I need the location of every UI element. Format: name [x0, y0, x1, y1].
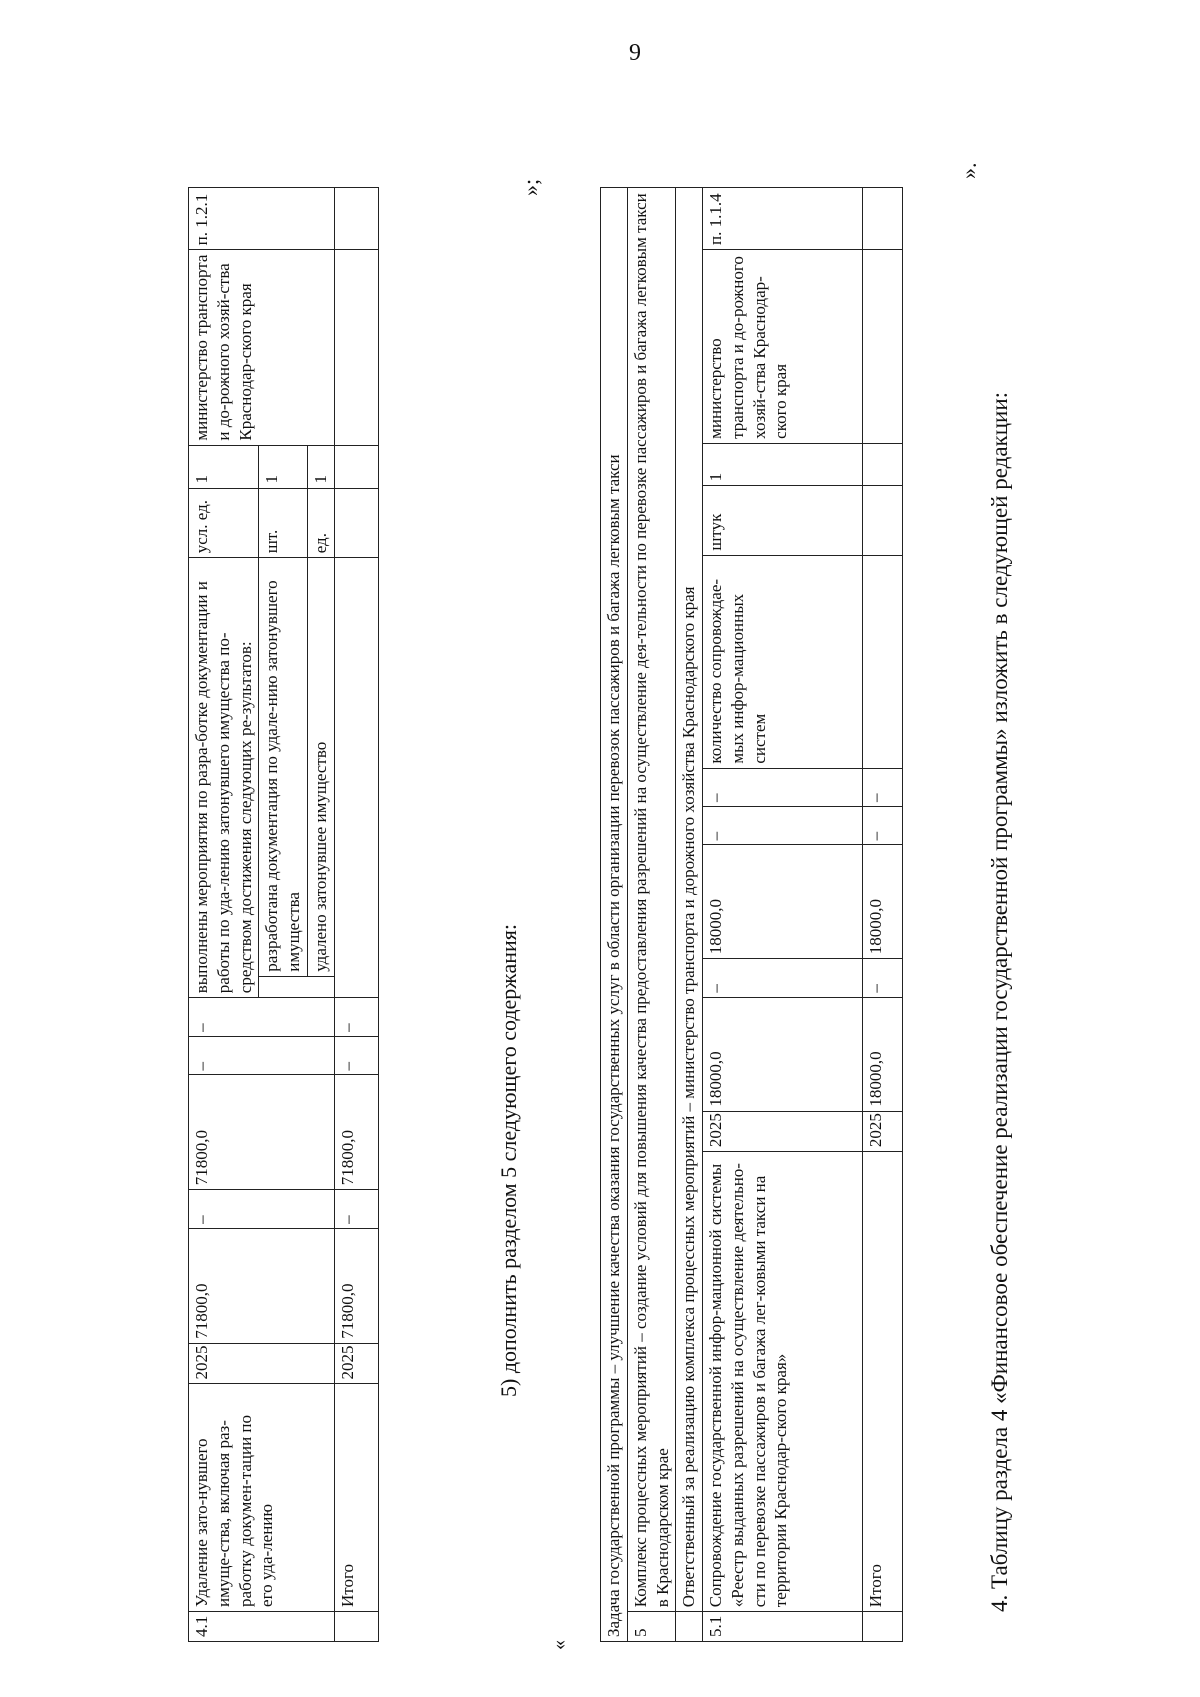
table-row	[703, 188, 863, 1642]
total-label: Итого	[863, 1152, 903, 1612]
row-number: 4.1	[189, 1611, 335, 1641]
municipal-amount: –	[334, 1036, 378, 1075]
responsible-line: Ответственный за реализацию комплекса процессных мероприятий – министерство транспорта и дорожного хозяйства Краснодарского края	[676, 188, 703, 1612]
responsible: министерство транспорта и до-рожного хозяй-ства Краснодар-ского края	[703, 249, 863, 443]
table-measures	[188, 187, 379, 1642]
measure-name: Удаление зато-нувшего имуще-ства, включая раз-работку докумен-тации по его уда-лению	[189, 1384, 335, 1611]
responsible: министерство транспорта и до-рожного хозяй-ства Краснодар-ского края	[189, 250, 335, 445]
municipal-amount: –	[703, 807, 863, 845]
responsible-row	[676, 188, 703, 1642]
program-task: Задача государственной программы – улучшение качества оказания государственных услуг в области организации перевозок пассажиров и багажа легковым такси	[601, 188, 628, 1642]
result-unit: штук	[703, 486, 863, 555]
result-text: количество сопровождае-мых инфор-мационных систем	[703, 555, 863, 768]
regional-amount: 18000,0	[703, 845, 863, 959]
result-value: 1	[189, 445, 259, 488]
result-value: 1	[703, 443, 863, 486]
table-section-5	[600, 187, 903, 1642]
closing-quote-2: ».	[956, 162, 981, 179]
closing-quote-1: »;	[518, 178, 543, 196]
reference: п. 1.1.4	[703, 188, 863, 250]
federal-amount: –	[189, 1190, 335, 1229]
task-row	[601, 188, 628, 1642]
federal-amount: –	[703, 959, 863, 997]
other-amount: –	[334, 998, 378, 1037]
year: 2025	[334, 1343, 378, 1384]
year: 2025	[863, 1111, 903, 1151]
complex-text: Комплекс процессных мероприятий – создание условий для повышения качества предоставления разрешений на осуществление дея-тельности по перевозке пассажиров и багажа легковым такси в Краснодарском крае	[627, 188, 676, 1612]
federal-amount: –	[863, 959, 903, 997]
result-text: удалено затонувшее имущество	[307, 558, 334, 976]
year: 2025	[189, 1343, 335, 1384]
regional-amount: 71800,0	[334, 1075, 378, 1190]
other-amount: –	[703, 768, 863, 806]
other-amount: –	[863, 768, 903, 806]
result-text: выполнены мероприятия по разра-ботке документации и работы по уда-лению затонувшего имущества по-средством достижения следующих ре-зультатов:	[189, 558, 259, 998]
year: 2025	[703, 1111, 863, 1151]
rotated-content	[188, 142, 1200, 1650]
regional-amount: 18000,0	[863, 845, 903, 959]
result-unit: усл. ед.	[189, 488, 259, 558]
page-number: 9	[629, 40, 641, 66]
federal-amount: –	[334, 1190, 378, 1229]
table-row-total	[334, 188, 378, 1642]
total-amount: 18000,0	[863, 997, 903, 1111]
paragraph-4: 4. Таблицу раздела 4 «Финансовое обеспечение реализации государственной программы» изложить в следующей редакции:	[987, 391, 1012, 1612]
other-amount: –	[189, 998, 335, 1037]
result-text: разработана документация по удале-нию затонувшего имущества	[259, 558, 308, 976]
total-label: Итого	[334, 1384, 378, 1611]
row-number: 5.1	[703, 1612, 863, 1642]
municipal-amount: –	[189, 1036, 335, 1075]
result-value: 1	[307, 445, 334, 488]
measure-name: Сопровождение государственной инфор-мационной системы «Реестр выданных разрешений на осуществление деятельно-сти по перевозке пассажиров и багажа лег-ковыми такси на территории Краснодар-ского края»	[703, 1152, 863, 1612]
municipal-amount: –	[863, 807, 903, 845]
result-unit: ед.	[307, 488, 334, 558]
table-row-total	[863, 188, 903, 1642]
table-row	[189, 188, 259, 1642]
total-amount: 71800,0	[189, 1228, 335, 1343]
opening-quote: «	[548, 1640, 570, 1650]
regional-amount: 71800,0	[189, 1075, 335, 1190]
complex-number: 5	[627, 1612, 676, 1642]
complex-row	[627, 188, 676, 1642]
row-number	[334, 1611, 378, 1641]
paragraph-5: 5) дополнить разделом 5 следующего содержания:	[496, 923, 521, 1397]
total-amount: 18000,0	[703, 997, 863, 1111]
reference: п. 1.2.1	[189, 188, 335, 250]
result-value: 1	[259, 445, 308, 488]
total-amount: 71800,0	[334, 1228, 378, 1343]
result-unit: шт.	[259, 488, 308, 558]
